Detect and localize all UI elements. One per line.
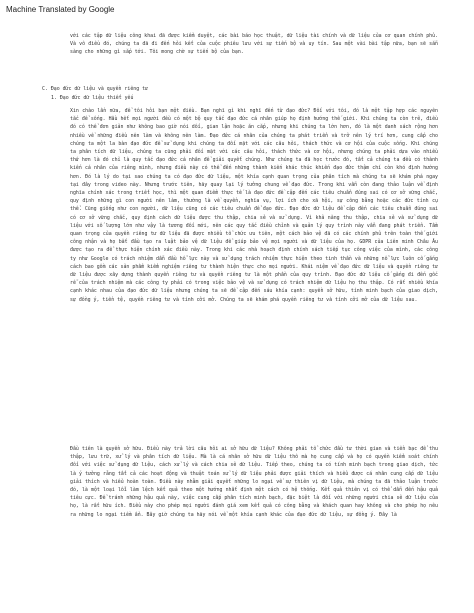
machine-translation-header: Machine Translated by Google bbox=[6, 5, 115, 14]
body-paragraph-1: Xin chào lần nữa, để tôi hỏi bạn một điều. Bạn nghĩ gì khi nghĩ đến từ đạo đức? Đối với tôi, đó là một tập hợp các nguyên tắc để sống. Hầu hết mọi người đều có một bộ quy tắc đạo đức cá nhân giúp họ định hướng thế giới. Khi chúng ta còn trẻ, điều đó có thể đơn giản như không bao giờ nói dối, gian lận hoặc ăn cắp, nhưng khi chúng ta lớn hơn, đó là một danh sách rộng hơn nhiều về những điều nên làm và không nên làm. Đạo đức cá nhân của chúng ta phát triển và trở nên lý trí hơn, cung cấp cho chúng ta một la bàn đạo đức để sử dụng khi chúng ta đối mặt với các câu hỏi, thách thức và cơ hội của cuộc sống. Khi chúng ta phân tích dữ liệu, chúng ta cũng phải đối mặt với các câu hỏi, thách thức và cơ hội, nhưng chúng ta phải dựa vào nhiều thứ hơn là đó chỉ là quy tắc đạo đức cá nhân để giải quyết chúng. Như chúng ta đã học trước đó, tất cả chúng ta đều có thành kiến cá nhân của riêng mình, nhưng điều này có thể đến những thành kiến khác thúc khiến đạo đức thậm chí còn khó định hướng hơn. Đó là lý do tại sao chúng ta có đạo đức dữ liệu, một khía cạnh quan trọng của phân tích mà chúng ta sẽ khám phá ngay tại đây trong video này. Nhưng trước tiên, hãy quay lại lý tưởng chung về đạo đức. Trong khi vẫn còn đang thảo luận về định nghĩa chính xác trong triết học, thì một quan điểm thực tế là đạo đức đề cập đến các tiêu chuẩn đúng sai có cơ sở vững chắc, quy định những gì con người nên làm, thường là về quyền, nghĩa vụ, lợi ích cho xã hội, sự công bằng hoặc các đức tính cụ thể. Cũng giống như con người, dữ liệu cũng có các tiêu chuẩn để đạo đức. Đạo đức dữ liệu đề cập đến các tiêu chuẩn đúng sai có cơ sở vững chắc, quy định cách dữ liệu được thu thập, chia sẻ và sử dụng. Vì khả năng thu thập, chia sẻ và sử dụng dữ liệu với số lượng lớn như vậy là tương đối mới, nên các quy tắc điều chỉnh và quản lý quy trình này vẫn đang phát triển. Tầm quan trọng của quyền riêng tư dữ liệu đã được nhiều tổ chức ưu tiên, một cách bảo vệ đã có các chính phủ trên toàn thế giới công nhận và họ bắt đầu tạo ra luật bảo vệ dữ liệu để giúp bảo vệ mọi người và dữ liệu của họ. GDPR của Liên minh Châu Âu được tạo ra để thực hiện chính xác điều này. Trong khi các nhà hoạch định chính sách tiếp tục công việc của mình, các công ty như Google có trách nhiệm dẫn đầu hỗ lực này và sử dụng trách nhiệm thực hiện theo tinh thần và những nỗ lực luôn cố gắng cách bao gồm các sản phẩm kiểm nghiệm riêng tư thành hiện thực cho mọi người. Khái niệm về đạo đức dữ liệu và quyền riêng tư dữ liệu được xây dựng thành quyền riêng tư và quyền riêng tư là một phần của quy trình. Đạo đức dữ liệu cố gắng đi đến gốc rễ của trách nhiệm mà các công ty phải có trong việc bảo vệ và sử dụng có trách nhiệm dữ liệu họ thu thập. Có rất nhiều khía cạnh khác nhau của đạo đức dữ liệu nhưng chúng ta sẽ đề cập đến sáu khía cạnh: quyền sở hữu, tính minh bạch của giao dịch, sự đồng ý, tiền tệ, quyền riêng tư và tính cởi mở. Chúng ta sẽ khám phá quyền riêng tư và tính cởi mở của dữ liệu sau. bbox=[70, 108, 438, 303]
intro-paragraph: với các tập dữ liệu công khai đã được kiểm duyệt, các bài báo học thuật, dữ liệu tài chính và dữ liệu của cơ quan chính phủ. Và vô điều đó, chúng ta đã đi đến hỏi kết của cuộc phiêu lưu với sự tiến bộ và uy tín. Sau một vài bài tập nữa, bạn sẽ sẵn sàng cho những gì sắp tới. Tôi mong chờ sự tiến bộ của bạn. bbox=[70, 33, 438, 56]
section-heading: C. Đạo đức dữ liệu và quyền riêng tư bbox=[42, 86, 148, 92]
subsection-heading: 1. Đạo đức dữ liệu thiết yếu bbox=[51, 95, 134, 101]
body-paragraph-2: Đầu tiên là quyền sở hữu. Điều này trả lời câu hỏi ai sở hữu dữ liệu? Không phải tổ chức đầu tư thời gian và tiền bạc để thu thập, lưu trữ, xử lý và phân tích dữ liệu. Mà là cá nhân sở hữu dữ liệu thô mà họ cung cấp và họ có quyền kiểm soát chính đối với việc sử dụng dữ liệu, cách xử lý và cách chia sẻ dữ liệu. Tiếp theo, chúng ta có tính minh bạch trong giao dịch, tức là ý tưởng rằng tất cả các hoạt động và thuật toán xử lý dữ liệu phải được giải thích và hiểu được cá nhân cung cấp dữ liệu giải thích và hiểu hoàn toàn. Điều này nhằm giải quyết những lo ngại về sự thiên vị dữ liệu, mà chúng ta đã thảo luận trước đó, là một loại lỗi làm lệch kết quả theo một hướng nhất định một cách có hệ thống. Kết quả thiên vị có thể dẫn đến hậu quả tiêu cực. Để tránh những hậu quả này, việc cung cấp phân tích minh bạch, đặc biệt là đối với những người chia sẻ dữ liệu của họ, là rất hữu ích. Điều này cho phép mọi người đánh giá xem kết quả có công bằng và khách quan hay không và cho phép họ nêu ra những lo ngại tiềm ẩn. Bây giờ chúng ta hãy nói về một khía cạnh khác của đạo đức dữ liệu, sự đồng ý. Đây là bbox=[70, 446, 438, 518]
